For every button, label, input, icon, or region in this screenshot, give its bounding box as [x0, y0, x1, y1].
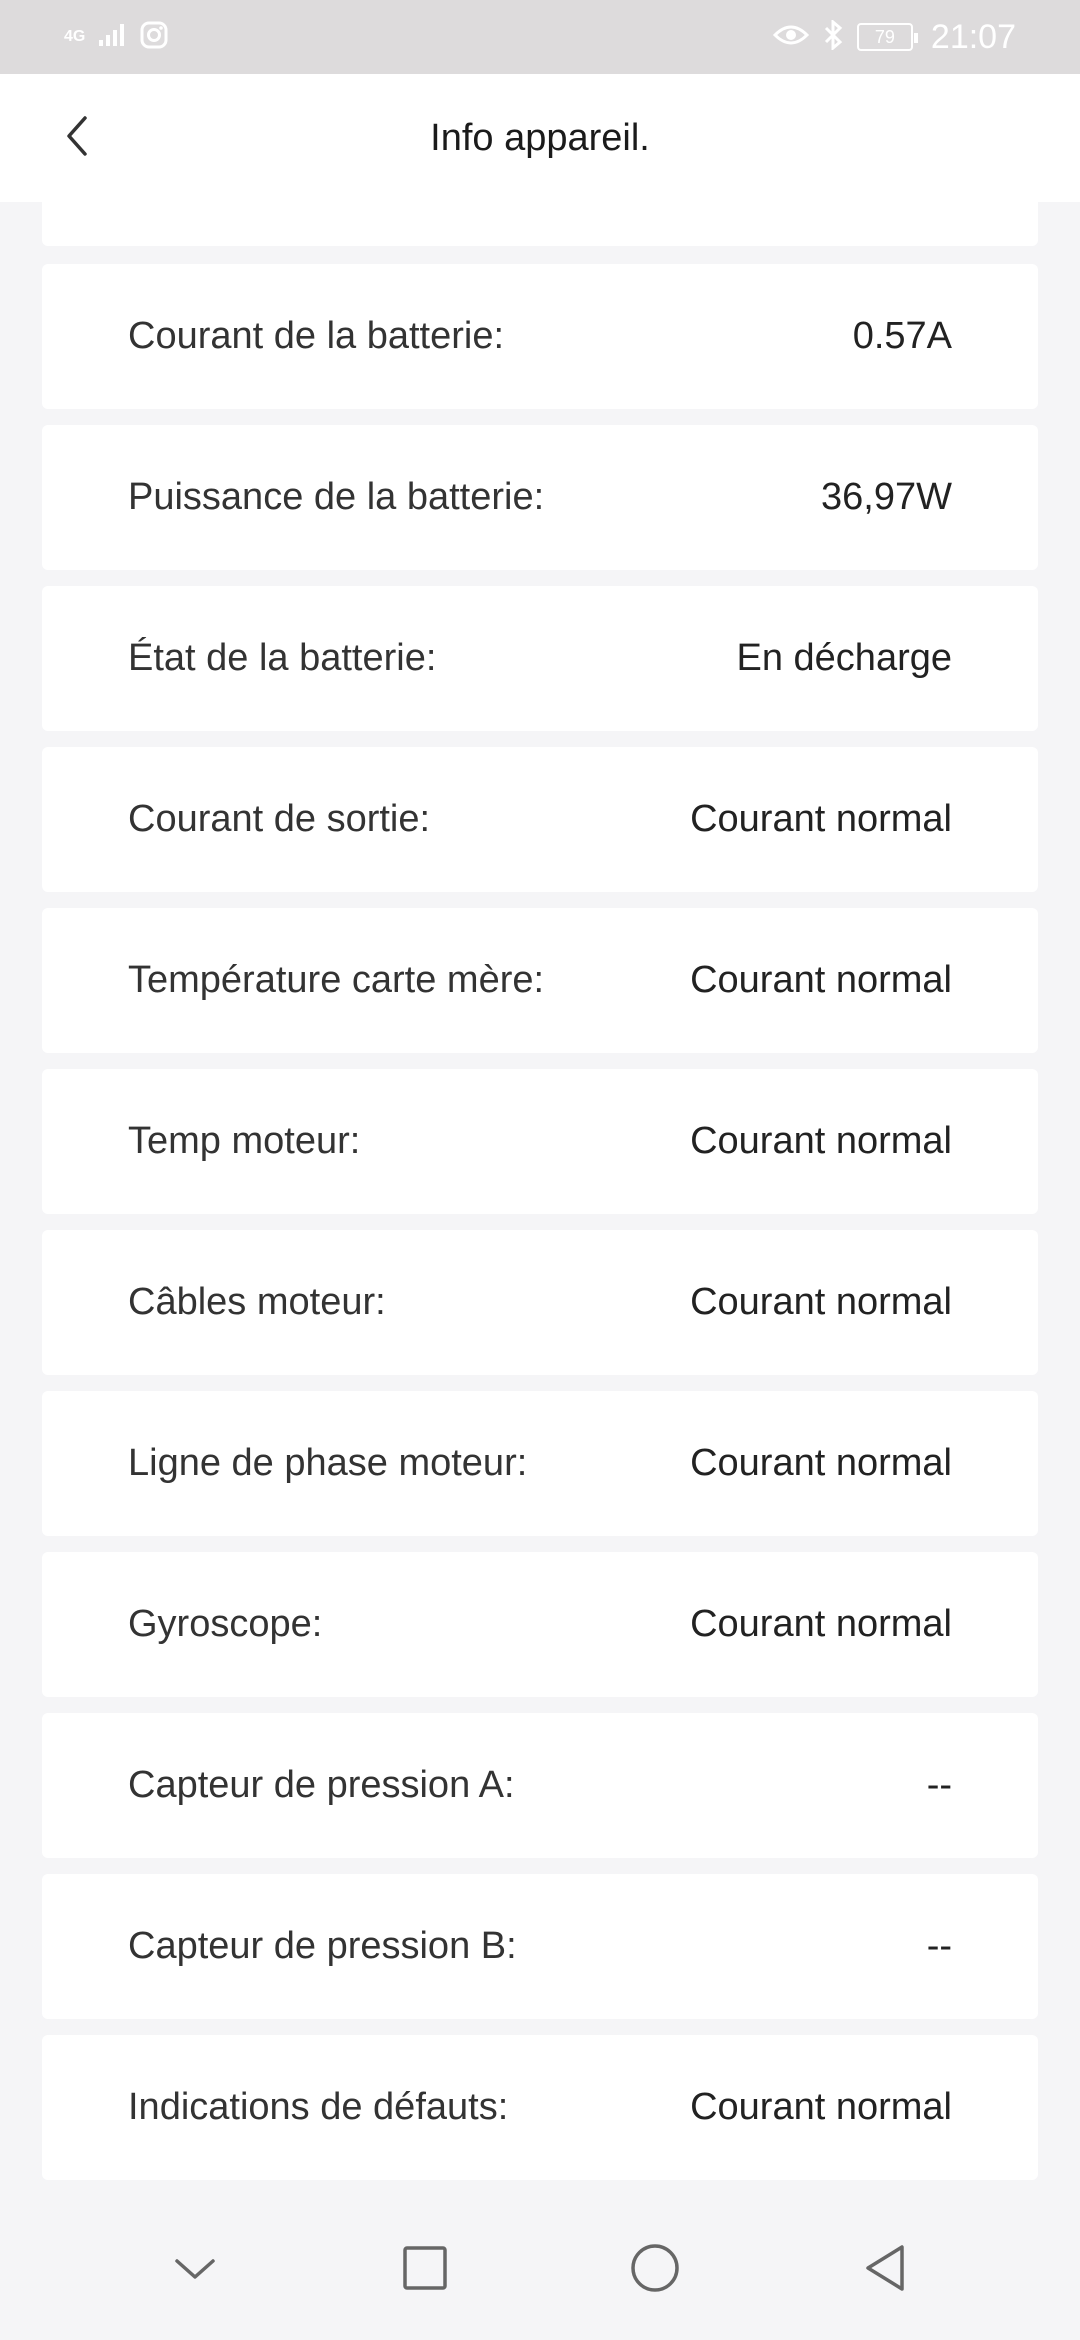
row-label: Câbles moteur:	[128, 1281, 386, 1323]
row-value: Courant normal	[690, 1603, 952, 1645]
row-value: --	[926, 1925, 952, 1967]
back-button[interactable]	[50, 110, 106, 166]
status-bar-right	[773, 18, 1016, 57]
system-nav-bar	[0, 2200, 1080, 2340]
info-row-pressure-sensor-b	[42, 1874, 1038, 2019]
row-value: 36,97W	[821, 476, 952, 518]
instagram-icon	[139, 20, 169, 55]
row-value: En décharge	[736, 637, 952, 679]
row-label: Indications de défauts:	[128, 2086, 509, 2128]
row-label: Gyroscope:	[128, 1603, 323, 1645]
status-bar-left	[64, 20, 169, 55]
row-label: Capteur de pression B:	[128, 1925, 517, 1967]
info-row-motor-temp	[42, 1069, 1038, 1214]
signal-icon	[99, 24, 125, 51]
info-row-battery-power	[42, 425, 1038, 570]
app-header	[0, 74, 1080, 202]
info-row-fault-indications	[42, 2035, 1038, 2180]
row-value: Courant normal	[690, 959, 952, 1001]
eye-icon	[773, 23, 809, 52]
info-row-pressure-sensor-a	[42, 1713, 1038, 1858]
row-label: Courant de la batterie:	[128, 315, 505, 357]
info-row-output-current	[42, 747, 1038, 892]
battery-indicator: 79	[857, 23, 913, 51]
row-value: Courant normal	[690, 1442, 952, 1484]
triangle-back-icon	[862, 2243, 908, 2298]
info-row-motor-cables	[42, 1230, 1038, 1375]
page-title: Info appareil.	[430, 116, 650, 159]
bluetooth-icon	[823, 20, 843, 55]
info-row-battery-current	[42, 264, 1038, 409]
row-label: Courant de sortie:	[128, 798, 431, 840]
status-time: 21:07	[930, 17, 1016, 56]
list-item-partial	[42, 202, 1038, 246]
row-label: Puissance de la batterie:	[128, 476, 545, 518]
row-label: Température carte mère:	[128, 959, 545, 1001]
info-row-motor-phase-line	[42, 1391, 1038, 1536]
row-value: Courant normal	[690, 1120, 952, 1162]
nav-back-button[interactable]	[850, 2235, 920, 2305]
row-label: Temp moteur:	[128, 1120, 361, 1162]
row-label: Capteur de pression A:	[128, 1764, 515, 1806]
square-icon	[402, 2245, 448, 2296]
nav-recents-button[interactable]	[390, 2235, 460, 2305]
nav-collapse-button[interactable]	[160, 2235, 230, 2305]
circle-icon	[629, 2242, 681, 2299]
nav-home-button[interactable]	[620, 2235, 690, 2305]
row-value: Courant normal	[690, 2086, 952, 2128]
network-type: 4G	[64, 28, 86, 45]
info-row-battery-state	[42, 586, 1038, 731]
info-row-gyroscope	[42, 1552, 1038, 1697]
status-bar	[0, 0, 1080, 74]
info-row-motherboard-temp	[42, 908, 1038, 1053]
row-value: Courant normal	[690, 1281, 952, 1323]
chevron-left-icon	[63, 114, 93, 163]
device-info-list[interactable]	[0, 202, 1080, 2202]
row-label: Ligne de phase moteur:	[128, 1442, 528, 1484]
row-label: État de la batterie:	[128, 637, 437, 679]
row-value: --	[926, 1764, 952, 1806]
chevron-down-icon	[173, 2253, 217, 2288]
row-value: Courant normal	[690, 798, 952, 840]
row-value: 0.57A	[852, 315, 952, 357]
